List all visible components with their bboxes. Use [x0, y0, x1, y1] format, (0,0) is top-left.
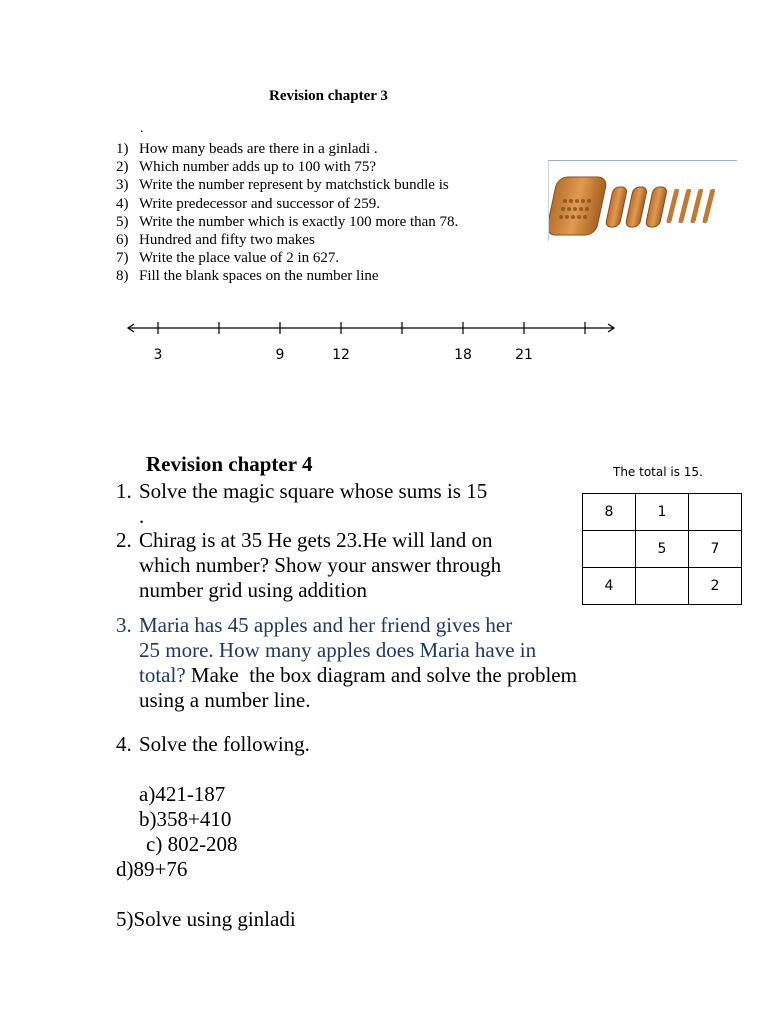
- question-6: [116, 231, 458, 249]
- subpart-a: a)421-187: [139, 782, 226, 806]
- subpart-d: d)89+76: [116, 857, 188, 881]
- chapter3-question-list: [116, 140, 458, 286]
- question-2: [116, 158, 458, 176]
- magic-cell: 2: [689, 568, 742, 605]
- question-text: number grid using addition: [139, 578, 368, 602]
- magic-cell: 7: [689, 531, 742, 568]
- matchstick-bundles-image: [548, 160, 737, 241]
- subpart-c: c) 802-208: [146, 832, 238, 856]
- question-8: [116, 267, 458, 285]
- question-number: 2): [116, 159, 129, 176]
- chapter4-question-3: [116, 613, 656, 713]
- question-text: using a number line.: [139, 688, 311, 712]
- chapter4-question-5: 5)Solve using ginladi: [116, 907, 296, 931]
- magic-cell: 5: [636, 531, 689, 568]
- question-number: 3): [116, 177, 129, 194]
- question-text: Chirag is at 35 He gets 23.He will land on: [139, 528, 493, 552]
- question-text: How many beads are there in a ginladi .: [139, 141, 378, 157]
- chapter4-question-4: [116, 732, 636, 757]
- question-text: Write the place value of 2 in 627.: [139, 250, 340, 267]
- question-number: 7): [116, 250, 129, 267]
- question-text: Hundred and fifty two makes: [139, 232, 315, 249]
- chapter4-question-2: [116, 528, 636, 603]
- question-1: [116, 140, 458, 158]
- question-7: [116, 249, 458, 267]
- question-5: [116, 213, 458, 231]
- number-line-tick-label: 9: [275, 347, 285, 363]
- question-text: Make the box diagram and solve the problem: [185, 663, 577, 687]
- question-text: Write the number which is exactly 100 more than 78.: [139, 213, 459, 230]
- question-4: [116, 195, 458, 213]
- question-number: 3.: [116, 613, 132, 637]
- subpart-b: b)358+410: [139, 807, 232, 831]
- question-number: 4.: [116, 732, 132, 756]
- magic-square-label: The total is 15.: [613, 465, 703, 479]
- question-number: 2.: [116, 528, 132, 552]
- question-text: Maria has 45 apples and her friend gives her: [139, 613, 513, 637]
- question-text: Fill the blank spaces on the number line: [139, 268, 379, 285]
- chapter4-question-1: [116, 479, 636, 529]
- question-text: Solve the following.: [139, 732, 310, 756]
- question-text: Write the number represent by matchstick bundle is: [139, 177, 449, 194]
- chapter3-title: Revision chapter 3: [269, 88, 388, 104]
- question-text: Write predecessor and successor of 259.: [139, 195, 380, 212]
- question-text: which number? Show your answer through: [139, 553, 502, 577]
- number-line-tick-label: 3: [153, 347, 163, 363]
- number-line-tick-label: 12: [332, 347, 350, 363]
- matchstick-bundles-drawing: [549, 161, 737, 241]
- magic-cell: 4: [583, 568, 636, 605]
- question-text: total?: [139, 663, 186, 687]
- magic-cell: [636, 568, 689, 605]
- question-number: 8): [116, 268, 129, 285]
- number-line-tick-label: 18: [454, 347, 472, 363]
- magic-cell: [583, 531, 636, 568]
- magic-square: [582, 493, 742, 605]
- question-dot: .: [139, 504, 145, 528]
- stray-dot: .: [140, 121, 144, 136]
- question-text: 25 more. How many apples does Maria have in: [139, 638, 537, 662]
- question-number: 5): [116, 213, 129, 230]
- question-number: 1): [116, 141, 129, 157]
- question-number: 6): [116, 232, 129, 249]
- question-3: [116, 176, 458, 194]
- magic-cell: 1: [636, 494, 689, 531]
- question-number: 1.: [116, 479, 132, 503]
- question-text: Solve the magic square whose sums is 15: [139, 479, 488, 503]
- chapter4-title: Revision chapter 4: [146, 452, 313, 476]
- question-text: Which number adds up to 100 with 75?: [139, 159, 377, 176]
- question-number: 4): [116, 195, 129, 212]
- number-line: [124, 316, 624, 368]
- magic-cell: 8: [583, 494, 636, 531]
- number-line-tick-label: 21: [515, 347, 533, 363]
- magic-cell: [689, 494, 742, 531]
